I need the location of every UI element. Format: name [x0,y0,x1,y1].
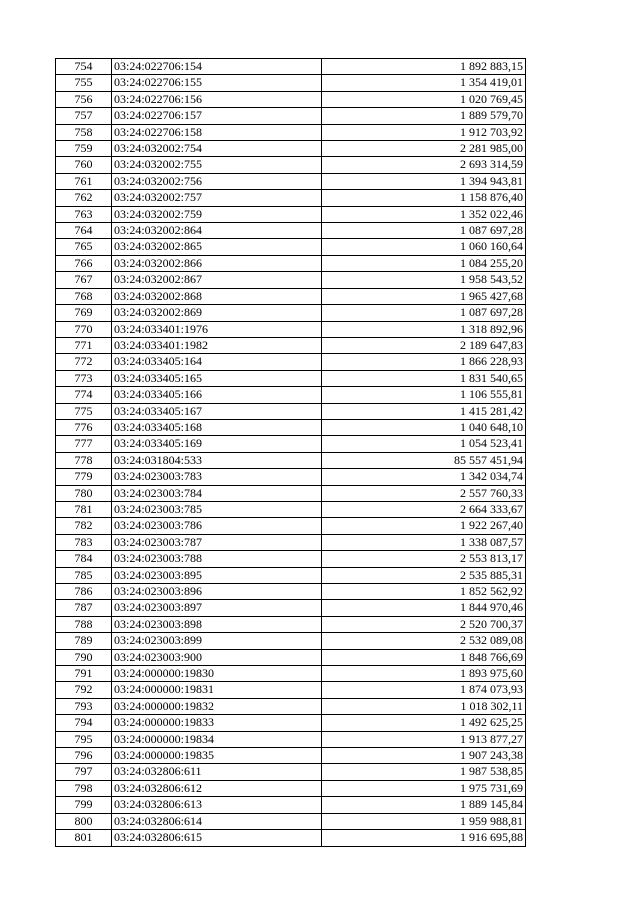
cadastral-value: 2 553 813,17 [322,551,526,567]
cadastral-number: 03:24:032002:868 [112,288,322,304]
cadastral-value: 1 415 281,42 [322,403,526,419]
cadastral-value: 1 084 255,20 [322,255,526,271]
row-number: 788 [56,616,112,632]
table-row [56,469,526,485]
table-row [56,288,526,304]
row-number: 781 [56,501,112,517]
cadastral-number: 03:24:022706:154 [112,59,322,75]
cadastral-number: 03:24:023003:785 [112,501,322,517]
row-number: 801 [56,830,112,846]
table-row [56,600,526,616]
cadastral-number: 03:24:032002:865 [112,239,322,255]
cadastral-value: 1 354 419,01 [322,75,526,91]
row-number: 768 [56,288,112,304]
cadastral-value: 1 018 302,11 [322,698,526,714]
row-number: 797 [56,764,112,780]
table-row [56,436,526,452]
cadastral-value: 2 520 700,37 [322,616,526,632]
cadastral-number: 03:24:023003:897 [112,600,322,616]
cadastral-number: 03:24:022706:155 [112,75,322,91]
row-number: 771 [56,337,112,353]
cadastral-number: 03:24:033405:169 [112,436,322,452]
table-row [56,616,526,632]
cadastral-number: 03:24:032002:869 [112,305,322,321]
cadastral-value: 1 987 538,85 [322,764,526,780]
row-number: 774 [56,387,112,403]
registry-table [55,58,526,847]
table-row [56,305,526,321]
table-row [56,239,526,255]
table-row [56,190,526,206]
table-row [56,91,526,107]
table-row [56,715,526,731]
table-row [56,370,526,386]
cadastral-number: 03:24:000000:19834 [112,731,322,747]
row-number: 790 [56,649,112,665]
cadastral-value: 2 557 760,33 [322,485,526,501]
row-number: 770 [56,321,112,337]
cadastral-value: 1 959 988,81 [322,813,526,829]
cadastral-number: 03:24:033405:165 [112,370,322,386]
cadastral-number: 03:24:033405:164 [112,354,322,370]
cadastral-value: 1 892 883,15 [322,59,526,75]
cadastral-number: 03:24:032002:754 [112,141,322,157]
cadastral-number: 03:24:033405:168 [112,419,322,435]
row-number: 784 [56,551,112,567]
cadastral-value: 1 852 562,92 [322,584,526,600]
row-number: 798 [56,780,112,796]
table-row [56,141,526,157]
cadastral-value: 1 158 876,40 [322,190,526,206]
cadastral-value: 1 106 555,81 [322,387,526,403]
row-number: 762 [56,190,112,206]
cadastral-value: 1 831 540,65 [322,370,526,386]
row-number: 793 [56,698,112,714]
table-row [56,59,526,75]
cadastral-value: 1 844 970,46 [322,600,526,616]
cadastral-number: 03:24:000000:19832 [112,698,322,714]
row-number: 779 [56,469,112,485]
cadastral-value: 1 342 034,74 [322,469,526,485]
cadastral-number: 03:24:023003:898 [112,616,322,632]
row-number: 786 [56,584,112,600]
row-number: 765 [56,239,112,255]
row-number: 769 [56,305,112,321]
row-number: 777 [56,436,112,452]
cadastral-number: 03:24:033401:1982 [112,337,322,353]
row-number: 792 [56,682,112,698]
table-row [56,419,526,435]
cadastral-value: 1 866 228,93 [322,354,526,370]
cadastral-number: 03:24:000000:19831 [112,682,322,698]
cadastral-number: 03:24:000000:19830 [112,666,322,682]
row-number: 780 [56,485,112,501]
table-row [56,682,526,698]
table-row [56,173,526,189]
row-number: 775 [56,403,112,419]
cadastral-value: 1 394 943,81 [322,173,526,189]
table-row [56,567,526,583]
cadastral-number: 03:24:022706:156 [112,91,322,107]
cadastral-number: 03:24:023003:899 [112,633,322,649]
row-number: 794 [56,715,112,731]
row-number: 757 [56,108,112,124]
table-row [56,272,526,288]
cadastral-number: 03:24:033405:166 [112,387,322,403]
cadastral-value: 2 664 333,67 [322,501,526,517]
cadastral-value: 1 965 427,68 [322,288,526,304]
row-number: 783 [56,534,112,550]
cadastral-number: 03:24:032002:864 [112,223,322,239]
cadastral-number: 03:24:032002:756 [112,173,322,189]
cadastral-number: 03:24:032002:757 [112,190,322,206]
table-row [56,534,526,550]
cadastral-value: 1 958 543,52 [322,272,526,288]
cadastral-number: 03:24:032806:613 [112,797,322,813]
cadastral-number: 03:24:032002:755 [112,157,322,173]
cadastral-value: 1 848 766,69 [322,649,526,665]
row-number: 789 [56,633,112,649]
cadastral-number: 03:24:031804:533 [112,452,322,468]
cadastral-value: 1 922 267,40 [322,518,526,534]
cadastral-number: 03:24:023003:895 [112,567,322,583]
cadastral-number: 03:24:022706:158 [112,124,322,140]
row-number: 759 [56,141,112,157]
row-number: 785 [56,567,112,583]
table-row [56,337,526,353]
row-number: 767 [56,272,112,288]
cadastral-number: 03:24:000000:19835 [112,748,322,764]
cadastral-value: 1 060 160,64 [322,239,526,255]
cadastral-number: 03:24:032002:867 [112,272,322,288]
row-number: 758 [56,124,112,140]
table-row [56,75,526,91]
table-row [56,780,526,796]
cadastral-value: 2 281 985,00 [322,141,526,157]
cadastral-number: 03:24:032002:866 [112,255,322,271]
cadastral-number: 03:24:032806:615 [112,830,322,846]
cadastral-number: 03:24:023003:896 [112,584,322,600]
cadastral-number: 03:24:023003:783 [112,469,322,485]
cadastral-number: 03:24:023003:900 [112,649,322,665]
table-row [56,698,526,714]
table-row [56,354,526,370]
cadastral-value: 1 975 731,69 [322,780,526,796]
cadastral-value: 1 907 243,38 [322,748,526,764]
table-row [56,485,526,501]
row-number: 754 [56,59,112,75]
cadastral-value: 1 889 145,84 [322,797,526,813]
cadastral-number: 03:24:033405:167 [112,403,322,419]
row-number: 795 [56,731,112,747]
cadastral-value: 1 318 892,96 [322,321,526,337]
table-row [56,321,526,337]
row-number: 764 [56,223,112,239]
table-row [56,649,526,665]
table-row [56,501,526,517]
row-number: 800 [56,813,112,829]
table-row [56,206,526,222]
table-row [56,748,526,764]
cadastral-number: 03:24:023003:788 [112,551,322,567]
cadastral-value: 2 189 647,83 [322,337,526,353]
table-row [56,452,526,468]
table-row [56,518,526,534]
cadastral-value: 2 532 089,08 [322,633,526,649]
row-number: 755 [56,75,112,91]
row-number: 756 [56,91,112,107]
row-number: 799 [56,797,112,813]
cadastral-number: 03:24:032002:759 [112,206,322,222]
table-row [56,387,526,403]
table-row [56,584,526,600]
row-number: 761 [56,173,112,189]
row-number: 772 [56,354,112,370]
cadastral-value: 1 087 697,28 [322,305,526,321]
cadastral-number: 03:24:032806:612 [112,780,322,796]
cadastral-value: 1 020 769,45 [322,91,526,107]
table-row [56,830,526,846]
cadastral-number: 03:24:023003:787 [112,534,322,550]
row-number: 782 [56,518,112,534]
cadastral-value: 1 874 073,93 [322,682,526,698]
cadastral-value: 1 352 022,46 [322,206,526,222]
row-number: 778 [56,452,112,468]
cadastral-value: 1 913 877,27 [322,731,526,747]
cadastral-number: 03:24:023003:784 [112,485,322,501]
table-row [56,403,526,419]
table-row [56,551,526,567]
row-number: 791 [56,666,112,682]
table-row [56,731,526,747]
cadastral-number: 03:24:023003:786 [112,518,322,534]
cadastral-value: 1 889 579,70 [322,108,526,124]
row-number: 796 [56,748,112,764]
cadastral-value: 1 492 625,25 [322,715,526,731]
table-row [56,223,526,239]
cadastral-value: 1 338 087,57 [322,534,526,550]
cadastral-value: 2 535 885,31 [322,567,526,583]
cadastral-value: 1 087 697,28 [322,223,526,239]
cadastral-number: 03:24:033401:1976 [112,321,322,337]
cadastral-value: 85 557 451,94 [322,452,526,468]
cadastral-value: 2 693 314,59 [322,157,526,173]
table-row [56,108,526,124]
cadastral-value: 1 916 695,88 [322,830,526,846]
registry-table-body [56,59,526,847]
table-row [56,666,526,682]
cadastral-number: 03:24:032806:614 [112,813,322,829]
table-row [56,255,526,271]
table-row [56,633,526,649]
table-row [56,124,526,140]
cadastral-value: 1 912 703,92 [322,124,526,140]
row-number: 766 [56,255,112,271]
row-number: 776 [56,419,112,435]
row-number: 760 [56,157,112,173]
table-row [56,797,526,813]
row-number: 787 [56,600,112,616]
table-row [56,157,526,173]
cadastral-number: 03:24:000000:19833 [112,715,322,731]
cadastral-value: 1 040 648,10 [322,419,526,435]
cadastral-value: 1 893 975,60 [322,666,526,682]
table-row [56,764,526,780]
table-row [56,813,526,829]
cadastral-value: 1 054 523,41 [322,436,526,452]
cadastral-number: 03:24:022706:157 [112,108,322,124]
row-number: 773 [56,370,112,386]
cadastral-number: 03:24:032806:611 [112,764,322,780]
row-number: 763 [56,206,112,222]
